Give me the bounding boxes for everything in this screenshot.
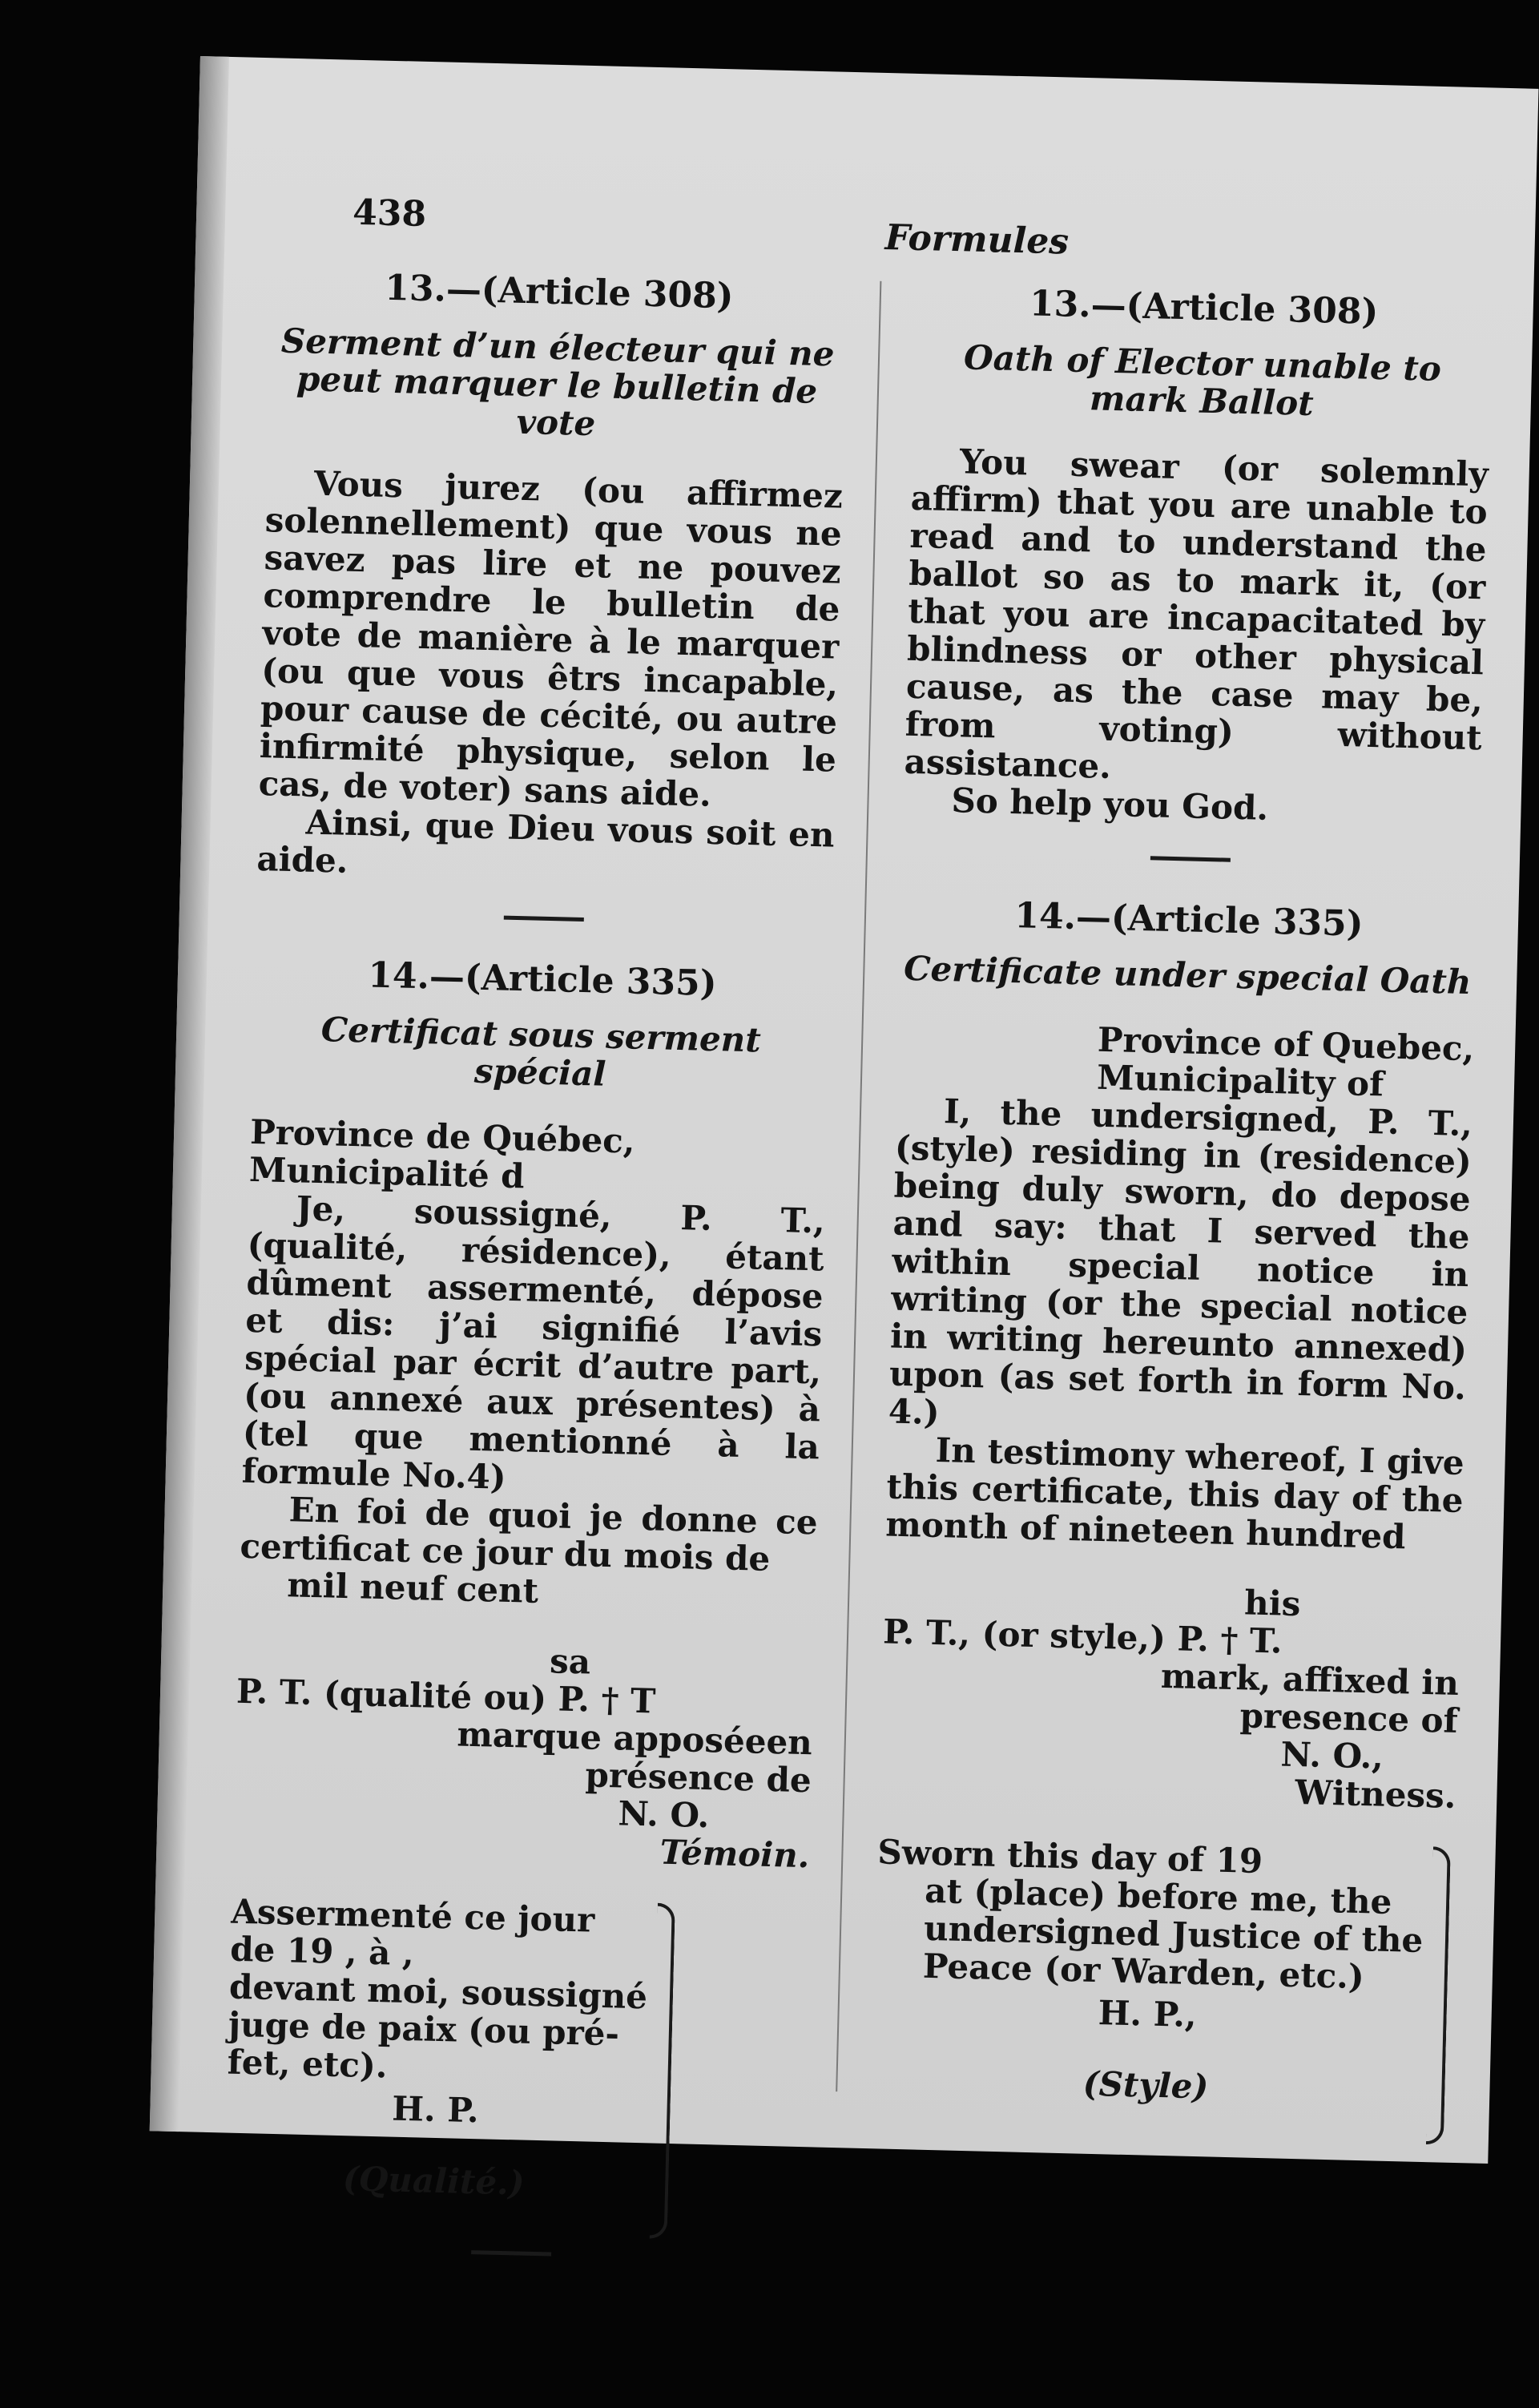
fr-jurat-brace — [650, 1903, 675, 2239]
fr-officer-title: (Qualité.) — [342, 2159, 526, 2203]
fr-jurat-line-4: juge de paix (ou pré- — [228, 2004, 620, 2054]
en-jurat-brace — [1426, 1846, 1451, 2144]
fr-signature-block — [232, 1635, 815, 1875]
column-divider — [836, 281, 881, 2091]
fr-section-13-body: Vous jurez (ou affirmez solennellement) que vous ne savez pas lire et ne pouvez comprendre le bulletin de vote de manière à le marquer (ou que vous êtrs incapable, pour cause de cécité, ou autre infirmité physique, selon le cas, de voter) sans aide. — [258, 463, 844, 814]
en-jurat-line-2: at (place) before me, the — [924, 1870, 1392, 1922]
fr-sig-mark: marque apposéeen — [456, 1714, 813, 1763]
fr-jurat — [224, 1893, 808, 2242]
en-witness-name: N. O., — [1280, 1734, 1384, 1777]
fr-jurat-line-1: Assermenté ce jour — [230, 1891, 595, 1940]
en-sig-name: P. T., (or style,) P. † T. — [882, 1611, 1283, 1661]
en-officer-title: (Style) — [1082, 2063, 1209, 2107]
fr-sig-possessive: sa — [549, 1641, 591, 1682]
en-section-14-body: I, the undersigned, P. T., (style) residing in (residence) being duly sworn, do depose and say: that I served the within special notice in writing (or the special notice in writing hereunto annexed) upon (as set forth in form No. 4.) — [888, 1091, 1473, 1433]
fr-section-13-title: Serment d’un électeur qui ne peut marquer le bulletin de vote — [280, 321, 836, 444]
fr-officer-initials: H. P. — [391, 2088, 480, 2131]
en-section-13-body: You swear (or solemnly affirm) that you are unable to read and to understand the ballot so as to mark it, (or that you are incapacitated by blindness or other physical cause, as the case may be, from voting) without assistance. — [904, 442, 1489, 787]
en-jurat-text — [871, 1833, 1425, 2144]
en-sig-mark: mark, affixed in — [1160, 1656, 1460, 1703]
en-officer-initials: H. P., — [1098, 1993, 1198, 2035]
en-sig-possessive: his — [1243, 1583, 1301, 1624]
en-signature-block — [879, 1575, 1461, 1815]
fr-jurat-line-5: fet, etc). — [227, 2042, 389, 2086]
fr-sig-name: P. T. (qualité ou) P. † T — [236, 1671, 656, 1721]
english-column — [871, 282, 1493, 2145]
en-jurat-line-3: undersigned Justice of the — [923, 1908, 1424, 1960]
fr-jurat-line-2: de 19 , à , — [229, 1929, 415, 1974]
fr-witness-name: N. O. — [617, 1793, 710, 1836]
book-page — [150, 56, 1539, 2203]
en-section-13-heading: 13.—(Article 308) — [1029, 283, 1379, 333]
fr-jurat-line-3: devant moi, soussigné — [228, 1966, 648, 2017]
en-jurat-line-4: Peace (or Warden, etc.) — [922, 1946, 1365, 1997]
en-testimony: In testimony whereof, I give this certificate, this day of the month of nineteen hundred — [884, 1430, 1465, 1557]
fr-jurat-text — [224, 1893, 650, 2239]
fr-section-13-closing: Ainsi, que Dieu vous soit en aide. — [256, 802, 836, 881]
fr-section-14-heading: 14.—(Article 335) — [367, 954, 718, 1005]
fr-testimony-line-2: mil neuf cent — [286, 1565, 539, 1611]
fr-end-rule — [471, 2250, 551, 2256]
fr-province: Province de Québec, — [249, 1111, 636, 1161]
en-section-13-title: Oath of Elector unable to mark Ballot — [963, 337, 1442, 424]
fr-municipality: Municipalité d — [248, 1149, 526, 1196]
french-column — [222, 266, 848, 2302]
en-sig-presence: presence of — [1239, 1696, 1459, 1740]
page-number: 438 — [352, 192, 427, 235]
fr-section-14-body: Je, soussigné, P. T., (qualité, résidence), étant dûment assermenté, dépose et dis: j’ai signifié l’avis spécial par écrit d’autre part, (ou annexé aux présentes) à (tel que mentionné à la formule No.4) — [241, 1188, 826, 1497]
en-jurat — [871, 1833, 1455, 2144]
fr-testimony-line-1: En foi de quoi je donne ce certificat ce jour du mois de — [239, 1490, 819, 1579]
en-section-14-title: Certificate under special Oath — [903, 948, 1473, 1002]
en-province: Province of Quebec, — [1097, 1019, 1475, 1069]
fr-section-divider — [504, 916, 584, 922]
fr-section-13-heading: 13.—(Article 308) — [384, 267, 735, 317]
en-section-divider — [1150, 856, 1231, 861]
en-witness-label: Witness. — [1294, 1773, 1457, 1816]
fr-sig-presence: présence de — [585, 1755, 812, 1801]
running-head: Formules — [884, 216, 1070, 263]
en-section-14-heading: 14.—(Article 335) — [1013, 895, 1364, 945]
en-municipality: Municipality of — [1096, 1057, 1384, 1104]
fr-witness-label: Témoin. — [659, 1832, 810, 1876]
en-jurat-line-1: Sworn this day of 19 — [876, 1832, 1263, 1882]
fr-section-14-title: Certificat sous serment spécial — [320, 1010, 762, 1094]
page-edge — [150, 56, 229, 2132]
en-section-13-closing: So help you God. — [950, 780, 1269, 828]
